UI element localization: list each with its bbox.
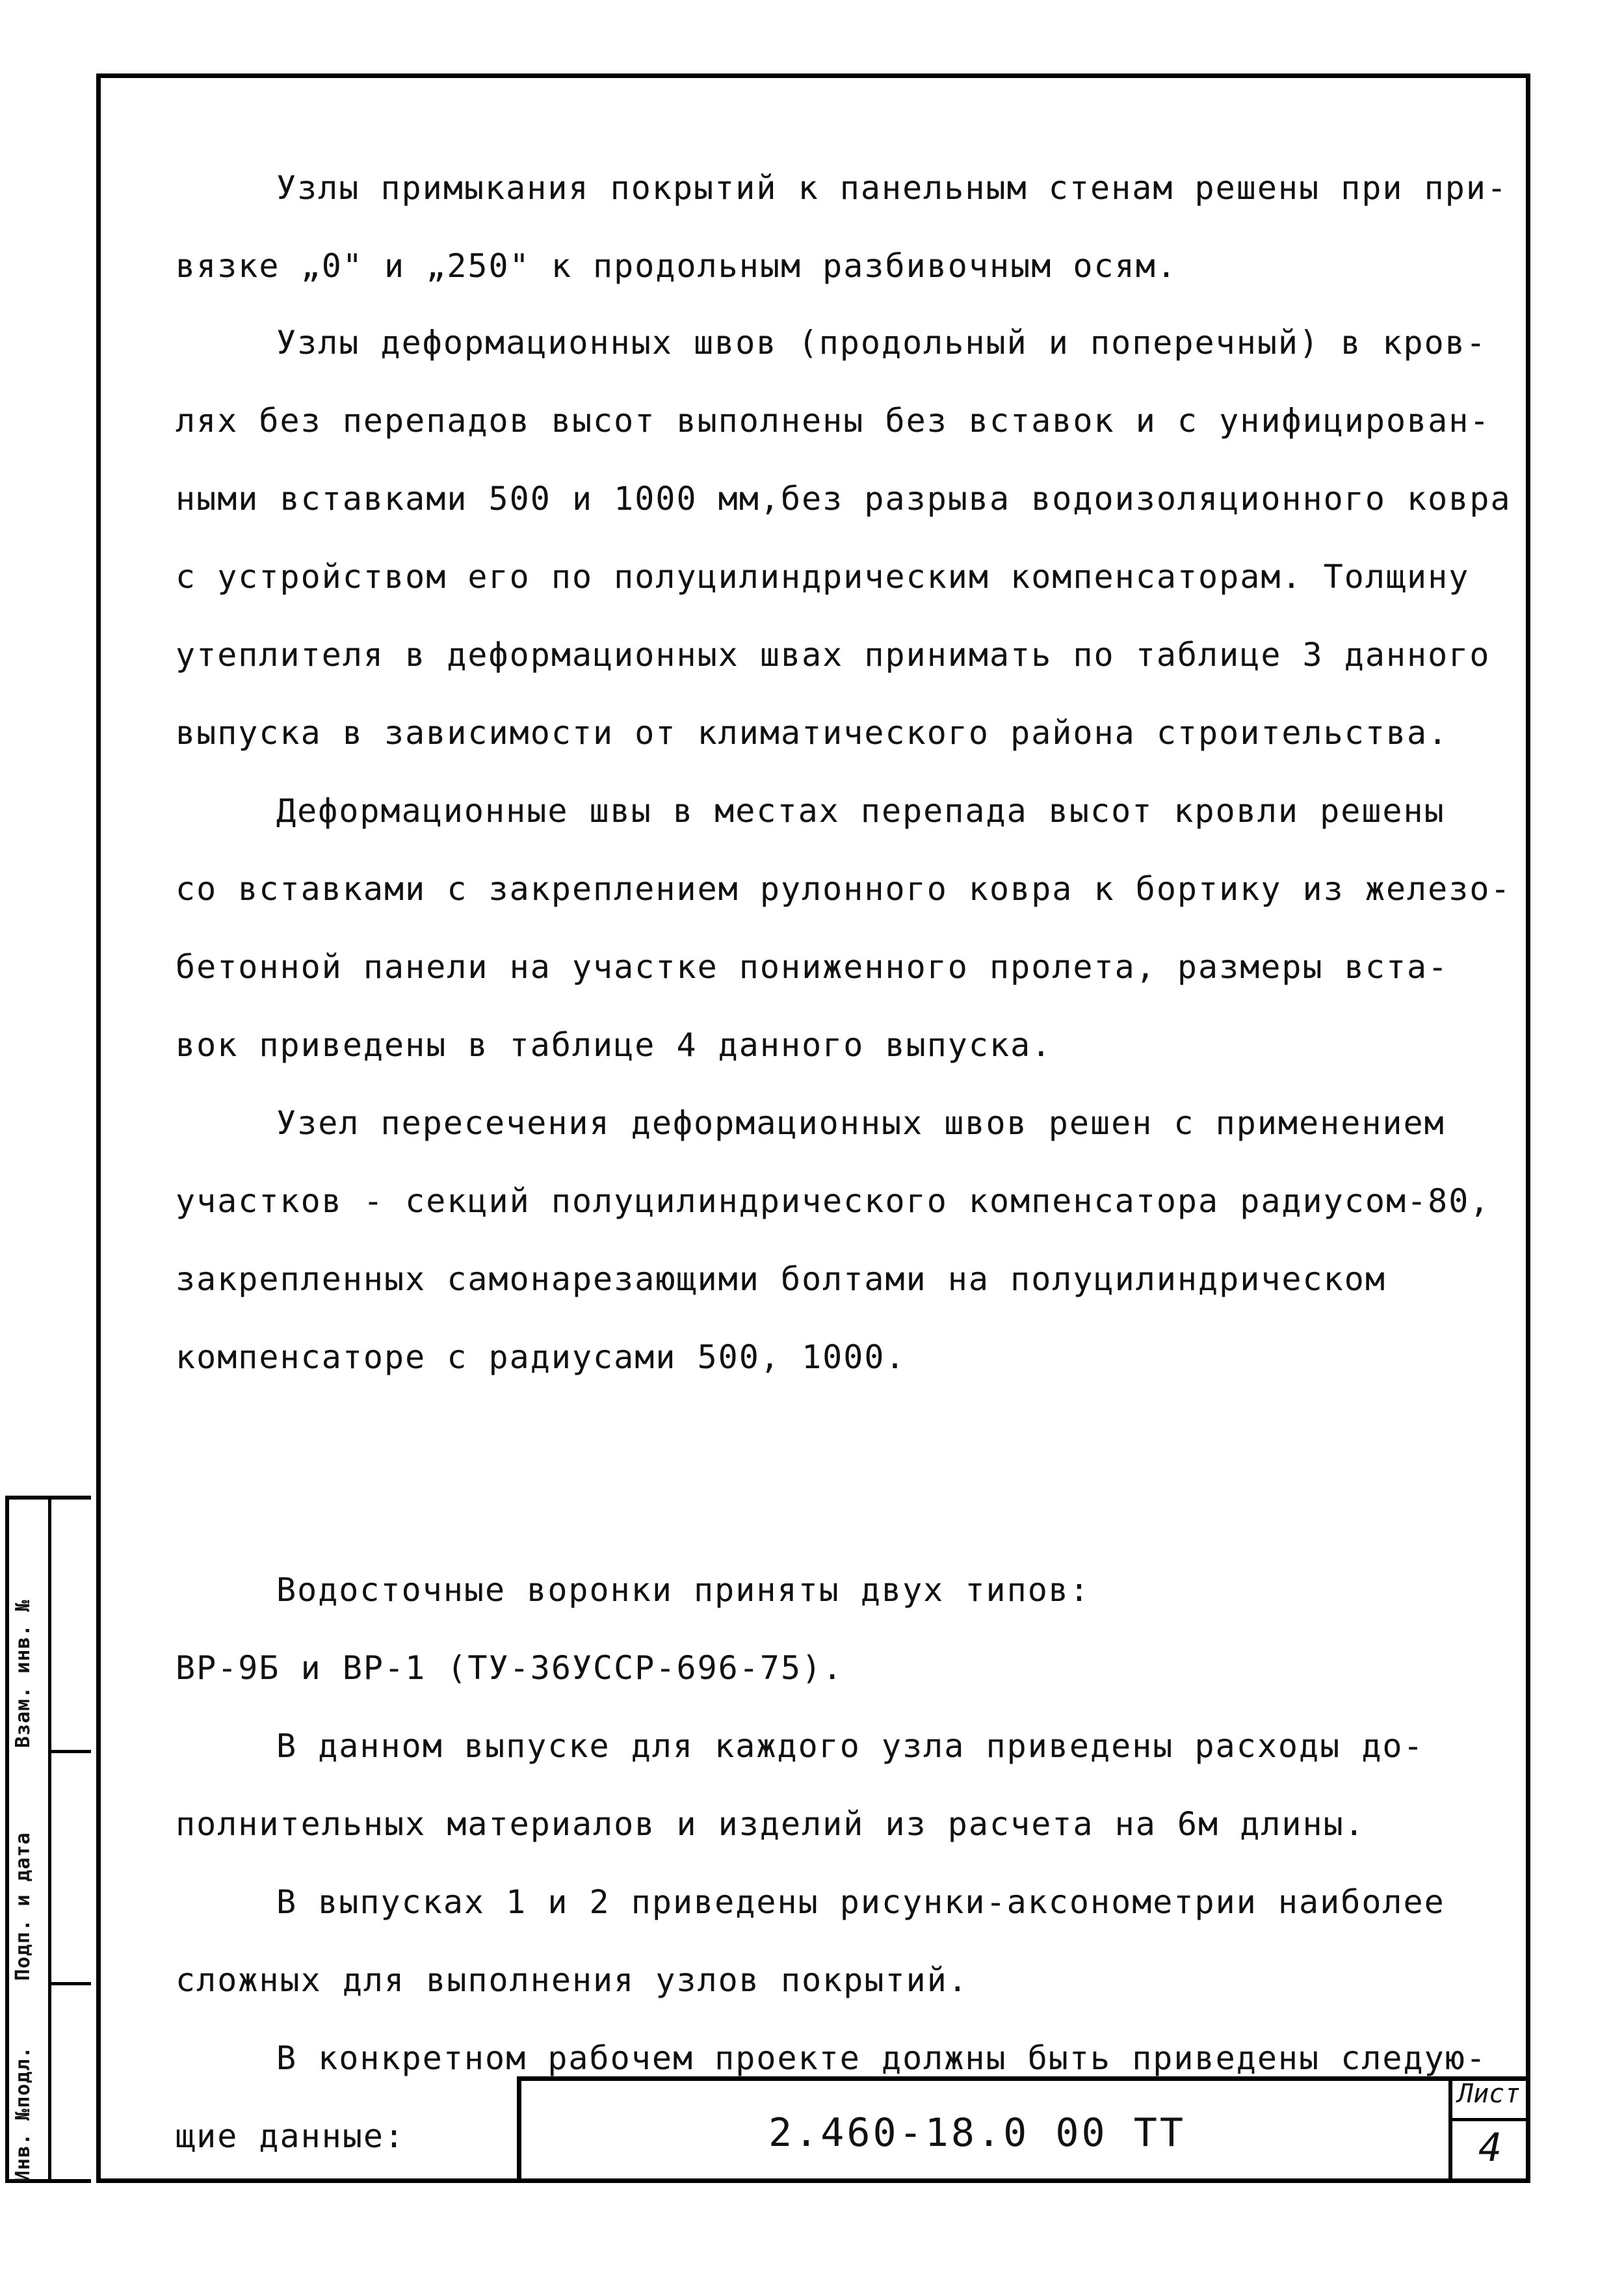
text-line: сложных для выполнения узлов покрытий. (176, 1961, 969, 1999)
side-label-vzam-inv: Взам. инв. № (12, 1599, 34, 1748)
side-label-podp-data: Подп. и дата (12, 1832, 34, 1981)
sheet-label: Лист (1458, 2079, 1521, 2109)
text-line: со вставками с закреплением рулонного ковра к бортику из железо- (176, 870, 1512, 908)
text-line: выпуска в зависимости от климатического района строительства. (176, 714, 1449, 752)
text-line: ВР-9Б и ВР-1 (ТУ-36УССР-696-75). (176, 1649, 844, 1687)
text-line: с устройством его по полуцилиндрическим компенсаторам. Толщину (176, 558, 1470, 596)
text-line: участков - секций полуцилиндрического компенсатора радиусом-80, (176, 1182, 1491, 1220)
side-divider (51, 1982, 91, 1985)
text-line: Водосточные воронки приняты двух типов: (276, 1571, 1090, 1609)
text-line: Узлы деформационных швов (продольный и поперечный) в кров- (276, 324, 1487, 362)
title-block (517, 2076, 1530, 2183)
text-line: В выпусках 1 и 2 приведены рисунки-аксонометрии наиболее (276, 1883, 1445, 1921)
text-line: ными вставками 500 и 1000 мм,без разрыва водоизоляционного ковра (176, 480, 1512, 518)
sheet-divider (1452, 2118, 1530, 2121)
text-line: Узлы примыкания покрытий к панельным стенам решены при при- (276, 169, 1508, 207)
text-line: Деформационные швы в местах перепада высот кровли решены (276, 792, 1445, 830)
side-stamp (5, 1496, 91, 2183)
text-line: щие данные: (176, 2117, 406, 2155)
document-code: 2.460-18.0 00 ТТ (768, 2110, 1186, 2156)
sheet-box (1448, 2076, 1530, 2183)
text-line: закрепленных самонарезающими болтами на полуцилиндрическом (176, 1260, 1386, 1298)
side-divider (51, 1750, 91, 1753)
text-line: В конкретном рабочем проекте должны быть приведены следую- (276, 2039, 1487, 2077)
sheet-number: 4 (1478, 2125, 1502, 2171)
text-line: компенсаторе с радиусами 500, 1000. (176, 1338, 906, 1376)
text-line: В данном выпуске для каждого узла приведены расходы до- (276, 1727, 1424, 1765)
text-line: бетонной панели на участке пониженного пролета, размеры вста- (176, 948, 1449, 986)
text-line: полнительных материалов и изделий из расчета на 6м длины. (176, 1805, 1365, 1843)
text-line: вязке „0" и „250" к продольным разбивочным осям. (176, 247, 1177, 285)
text-line: Узел пересечения деформационных швов решен с применением (276, 1104, 1445, 1142)
side-label-inv-podl: Инв. №подл. (12, 2046, 34, 2182)
text-line: лях без перепадов высот выполнены без вставок и с унифицирован- (176, 402, 1491, 440)
text-line: утеплителя в деформационных швах принимать по таблице 3 данного (176, 636, 1491, 674)
side-divider (48, 1500, 51, 2179)
text-line: вок приведены в таблице 4 данного выпуска. (176, 1026, 1053, 1064)
